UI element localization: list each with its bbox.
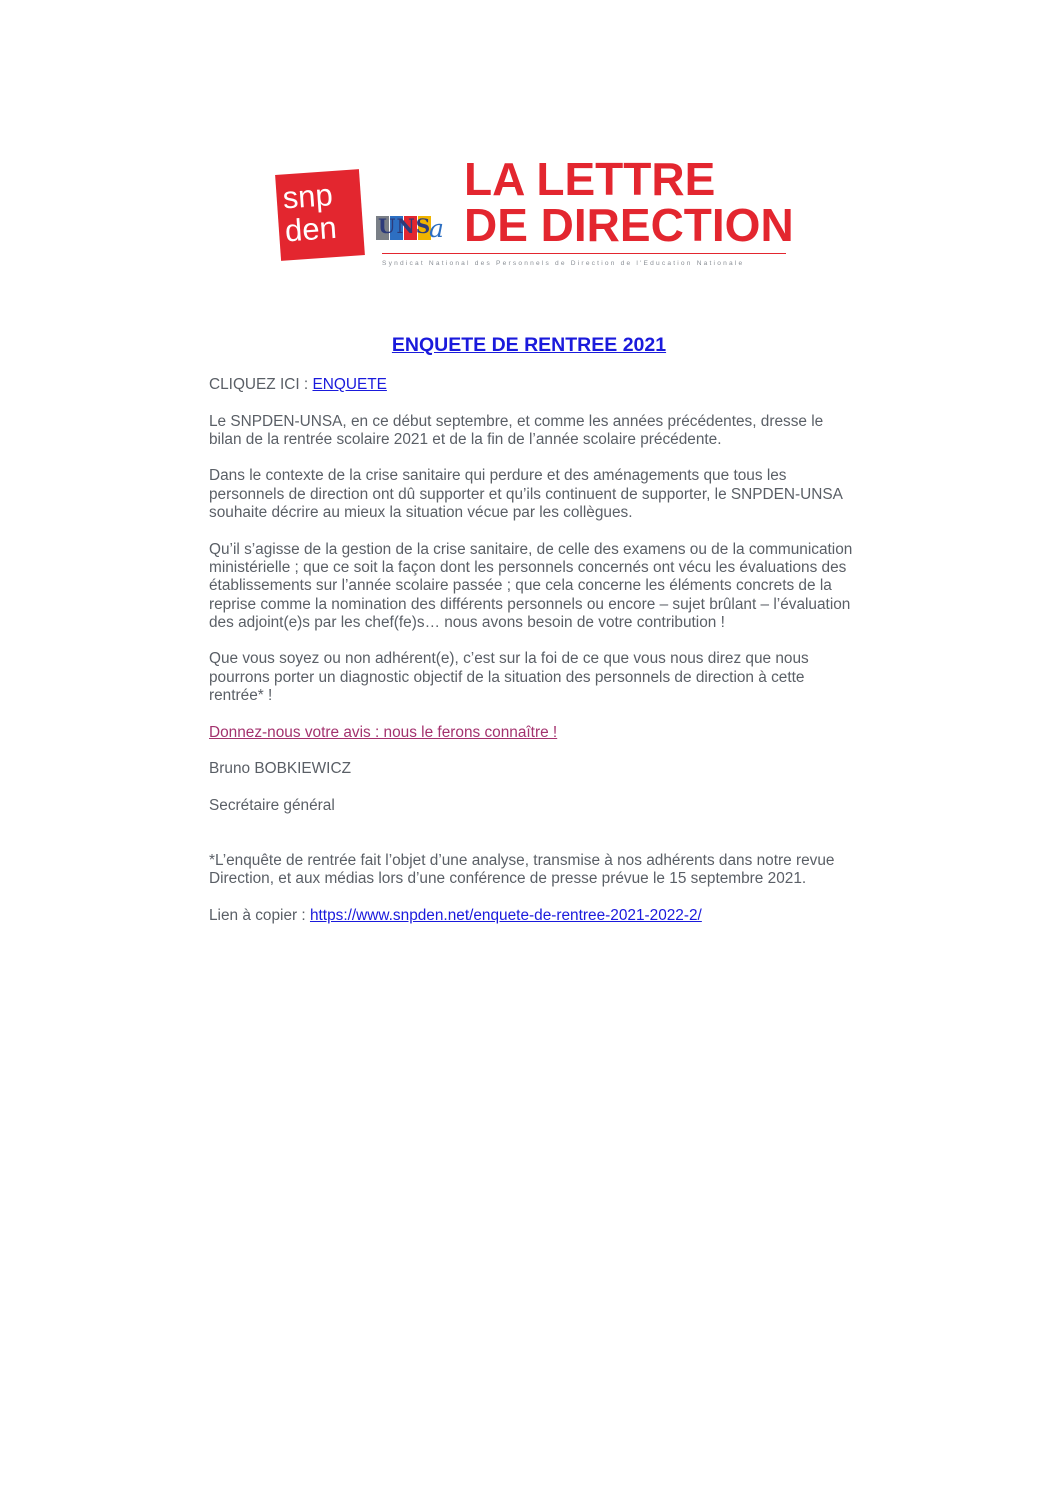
masthead-divider xyxy=(382,253,786,254)
masthead-subtitle: Syndicat National des Personnels de Direction de l'Education Nationale xyxy=(382,260,745,267)
signature-name: Bruno BOBKIEWICZ xyxy=(209,760,351,778)
cta-line xyxy=(209,724,859,742)
unsa-letters: UNS xyxy=(378,214,432,238)
click-here-line xyxy=(209,376,859,394)
unsa-logo xyxy=(376,214,444,242)
paragraph-intro: Le SNPDEN-UNSA, en ce début septembre, et comme les années précédentes, dresse le bilan de la rentrée scolaire 2021 et de la fin de l’année scolaire précédente. xyxy=(209,412,824,448)
footnote: *L’enquête de rentrée fait l’objet d’une analyse, transmise à nos adhérents dans notre revue Direction, et aux médias lors d’une conférence de presse prévue le 15 septembre 2021. xyxy=(209,852,835,888)
enquete-link[interactable]: ENQUETE xyxy=(312,376,387,393)
survey-url-link[interactable]: https://www.snpden.net/enquete-de-rentree-2021-2022-2/ xyxy=(309,907,702,925)
copy-link-prefix: Lien à copier : xyxy=(209,907,310,925)
snpden-logo xyxy=(275,169,365,261)
paragraph-context: Dans le contexte de la crise sanitaire qui perdure et des aménagements que tous les personnels de direction ont dû supporter et qu’ils continuent de supporter, le SNPDEN-UNSA souhaite décrire au mieux la situation vécue par les collègues. xyxy=(209,467,843,522)
click-here-prefix: CLIQUEZ ICI : xyxy=(209,376,313,393)
feedback-link[interactable]: Donnez-nous votre avis : nous le ferons connaître ! xyxy=(209,723,558,741)
paragraph-topics: Qu’il s’agisse de la gestion de la crise sanitaire, de celle des examens ou de la communication ministérielle ; que ce soit la façon dont les personnels concernés ont vécu les évaluations des établissements sur l’année scolaire passée ; que cela concerne les éléments concrets de la reprise comme la nomination des différents personnels ou encore – sujet brûlant – l’évaluation des adjoint(e)s par les chef(fe)s… nous avons besoin de votre contribution ! xyxy=(209,540,853,631)
masthead xyxy=(278,150,798,275)
unsa-a-letter: a xyxy=(429,214,444,243)
masthead-title-line1: LA LETTRE xyxy=(464,153,716,205)
copy-link-line xyxy=(209,907,859,925)
masthead-title-line2: DE DIRECTION xyxy=(464,199,794,251)
paragraph-call: Que vous soyez ou non adhérent(e), c’est sur la foi de ce que vous nous direz que nous pourrons porter un diagnostic objectif de la situation des personnels de direction à cette rentrée* ! xyxy=(209,650,809,705)
document-body xyxy=(209,376,859,925)
signature-role: Secrétaire général xyxy=(209,796,335,814)
logo-snp-text: snp xyxy=(281,177,334,216)
document-title-link[interactable]: ENQUETE DE RENTREE 2021 xyxy=(391,334,667,356)
logo-den-text: den xyxy=(283,209,338,249)
